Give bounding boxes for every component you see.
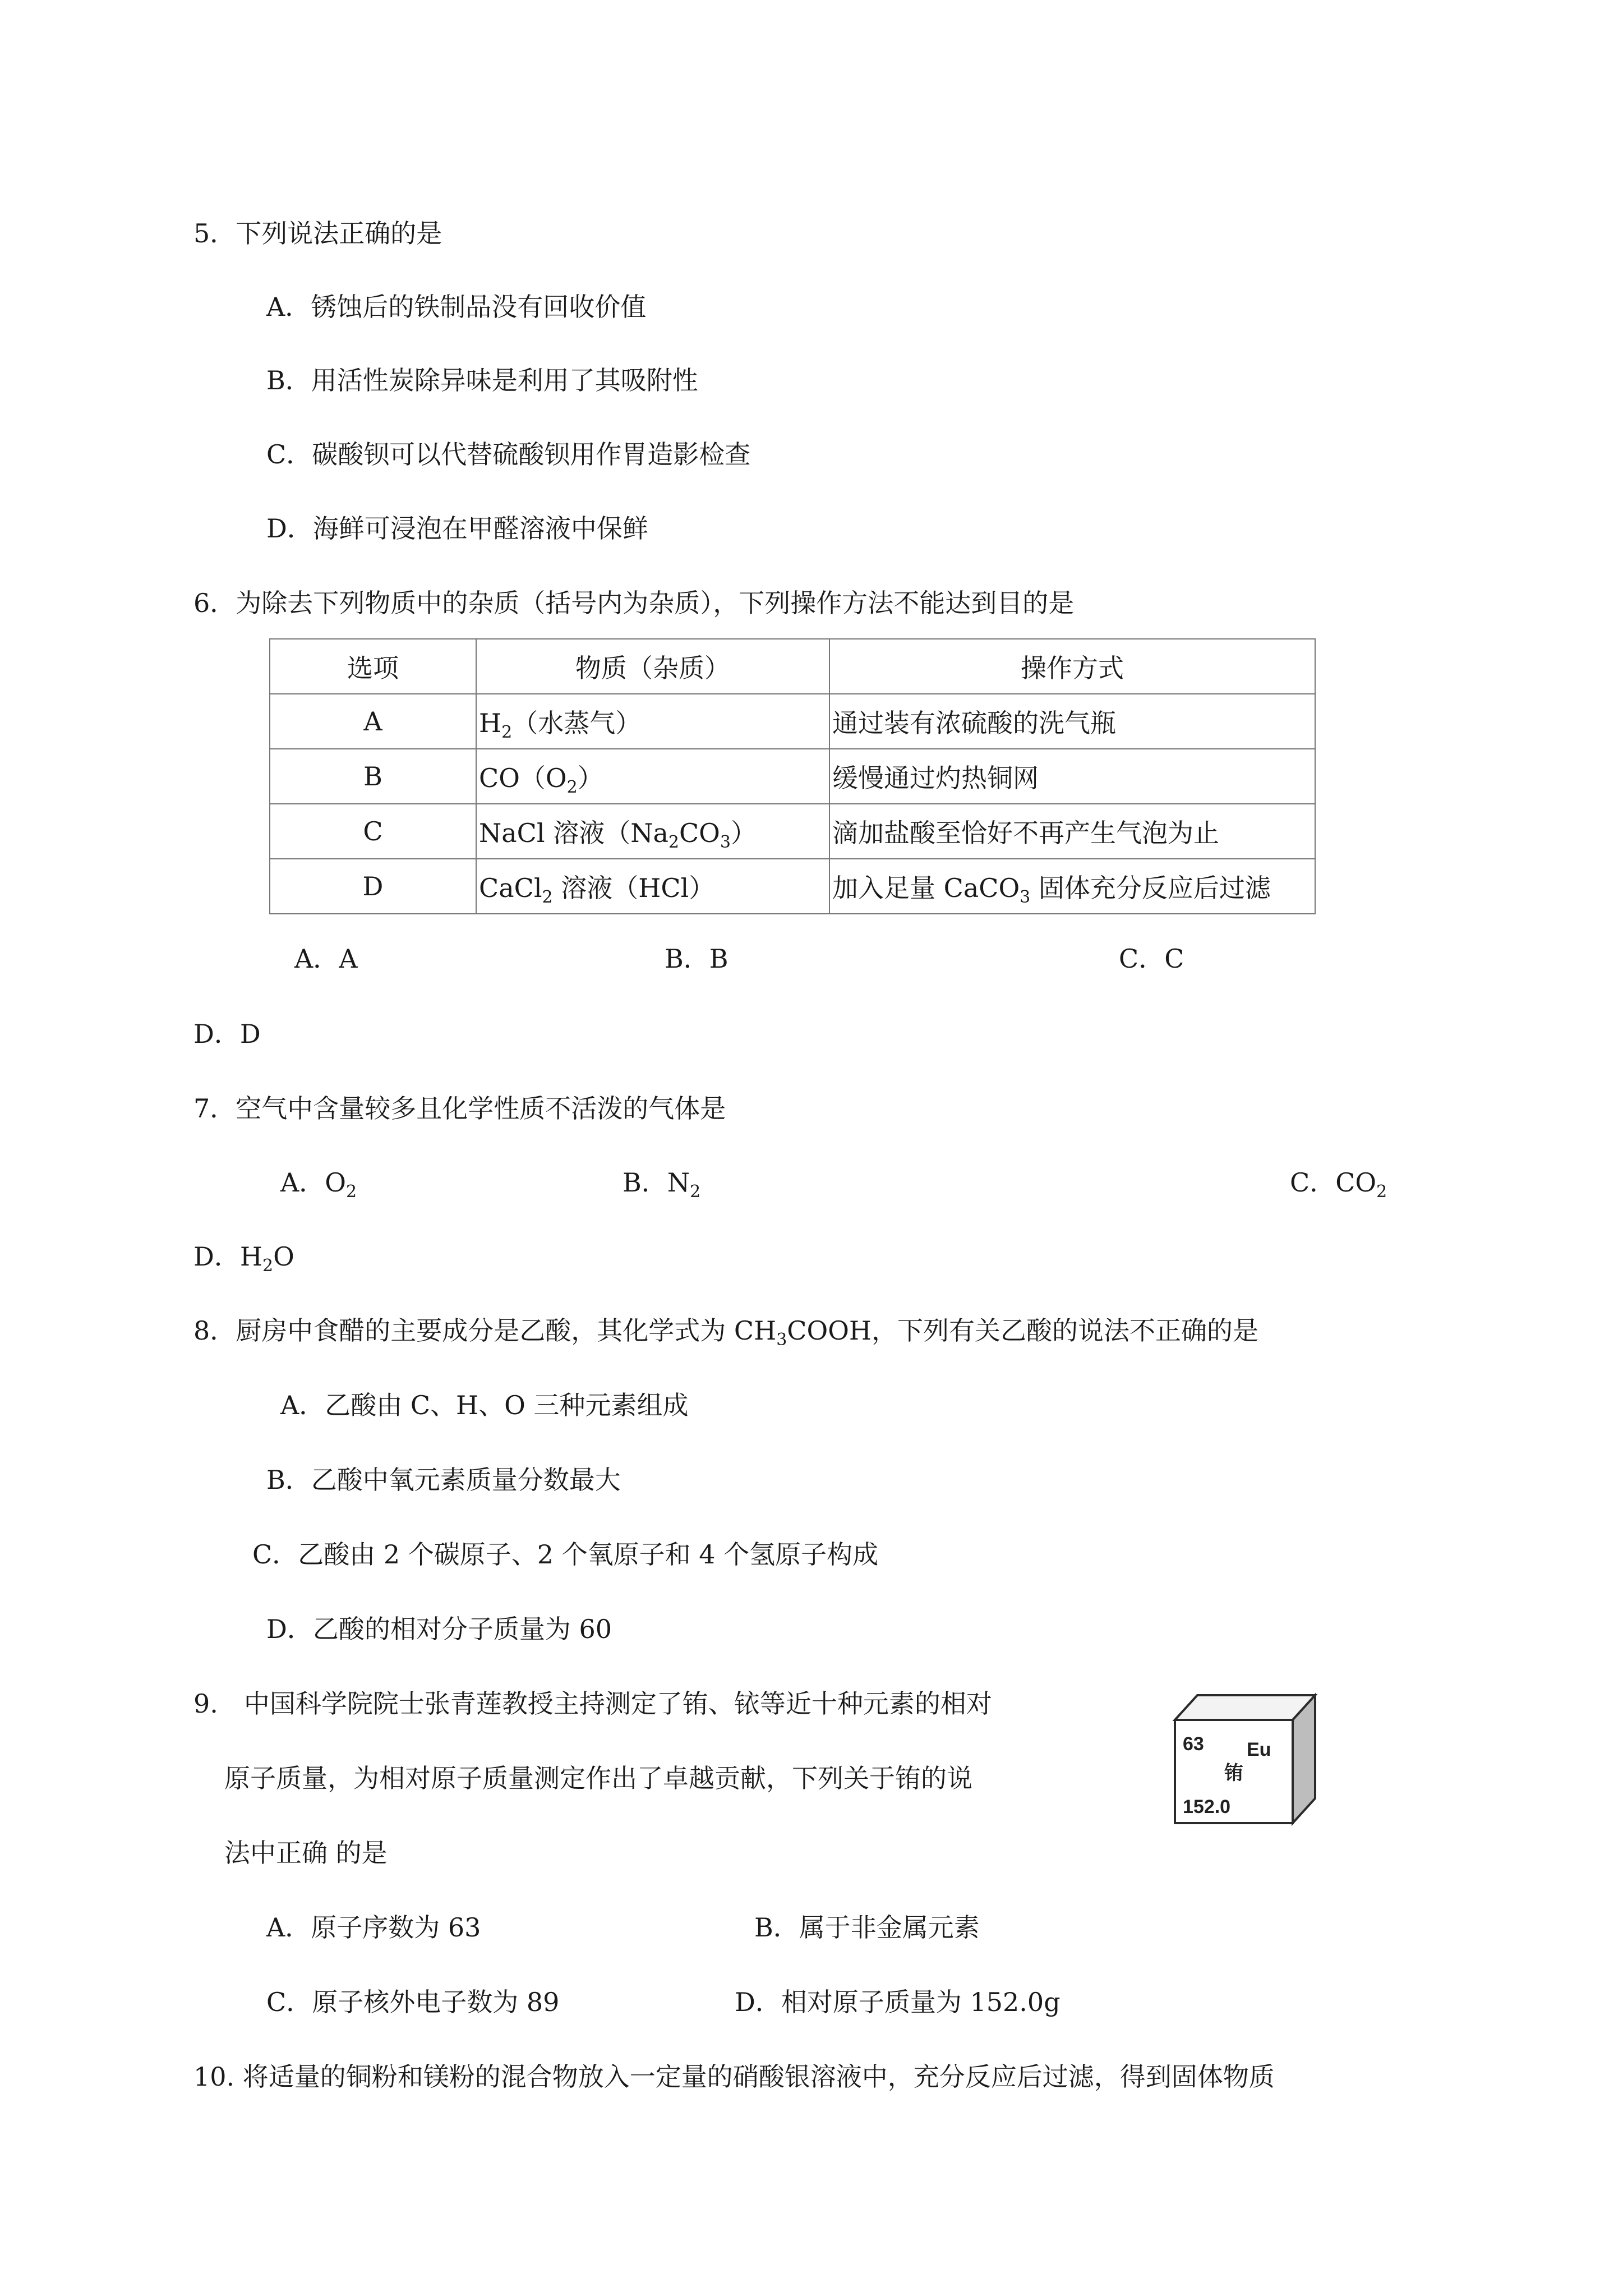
method-text: 固体充分反应后过滤 — [1030, 873, 1271, 903]
subscript: 3 — [1020, 887, 1031, 907]
subscript: 2 — [345, 1182, 357, 1202]
subscript: 2 — [1376, 1182, 1387, 1202]
q9-option-d: D．相对原子质量为 152.0g — [735, 1987, 1061, 2017]
subscript: 2 — [501, 723, 513, 742]
q9-option-c: C．原子核外电子数为 89 — [266, 1987, 560, 2017]
q6-stem: 6．为除去下列物质中的杂质（括号内为杂质），下列操作方法不能达到目的是 — [193, 588, 1075, 618]
substance-text: CaCl — [479, 873, 542, 903]
q8-stem — [193, 1313, 1258, 1349]
substance-text: 溶液（HCl） — [552, 873, 715, 903]
element-symbol: Eu — [1247, 1739, 1271, 1760]
subscript: 2 — [542, 887, 553, 907]
substance-text: H — [479, 708, 502, 738]
subscript: 3 — [720, 832, 731, 852]
europium-element-cube — [1158, 1688, 1321, 1826]
q9-stem-line-2: 原子质量，为相对原子质量测定作出了卓越贡献，下列关于铕的说 — [224, 1763, 972, 1793]
table-header-row — [270, 639, 1315, 694]
atomic-mass: 152.0 — [1183, 1796, 1231, 1818]
q5-option-c: C．碳酸钡可以代替硫酸钡用作胃造影检查 — [266, 439, 751, 470]
q9-option-b: B．属于非金属元素 — [754, 1912, 980, 1943]
stem-text: COOH，下列有关乙酸的说法不正确的是 — [787, 1315, 1259, 1346]
q7-option-d — [193, 1239, 294, 1274]
substance-text: ） — [731, 818, 757, 848]
row-method: 滴加盐酸至恰好不再产生气泡为止 — [829, 804, 1315, 859]
option-text: A．O — [280, 1167, 346, 1198]
row-method — [829, 859, 1315, 914]
q6-answer-a: A．A — [294, 944, 358, 974]
atomic-number: 63 — [1183, 1733, 1204, 1755]
q5-option-a: A．锈蚀后的铁制品没有回收价值 — [266, 292, 647, 322]
row-option: C — [270, 804, 476, 859]
header-method: 操作方式 — [829, 639, 1315, 694]
q6-answer-c: C．C — [1119, 944, 1184, 974]
option-text: B．N — [623, 1167, 690, 1198]
cube-top-face — [1175, 1695, 1315, 1720]
row-option: B — [270, 749, 476, 804]
substance-text: CO（O — [479, 763, 567, 793]
header-option: 选项 — [270, 639, 476, 694]
row-method: 通过装有浓硫酸的洗气瓶 — [829, 694, 1315, 749]
subscript: 2 — [690, 1182, 701, 1202]
substance-text: ） — [577, 763, 603, 793]
q7-option-a — [280, 1165, 357, 1200]
q5-option-b: B．用活性炭除异味是利用了其吸附性 — [266, 365, 698, 395]
table-row — [270, 804, 1315, 859]
header-substance: 物质（杂质） — [476, 639, 829, 694]
q9-option-a: A．原子序数为 63 — [266, 1912, 481, 1943]
q9-stem-line-1: 9. 中国科学院院士张青莲教授主持测定了铕、铱等近十种元素的相对 — [193, 1688, 992, 1719]
option-text: C．CO — [1290, 1167, 1377, 1198]
option-text: D．H — [193, 1241, 262, 1272]
row-substance — [476, 804, 829, 859]
q5-stem: 5．下列说法正确的是 — [193, 218, 442, 249]
q7-stem: 7．空气中含量较多且化学性质不活泼的气体是 — [193, 1093, 726, 1124]
row-substance — [476, 749, 829, 804]
element-name: 铕 — [1224, 1762, 1243, 1784]
subscript: 2 — [566, 777, 578, 797]
table-row — [270, 694, 1315, 749]
table-row — [270, 859, 1315, 914]
stem-text: 8．厨房中食醋的主要成分是乙酸，其化学式为 CH — [193, 1315, 777, 1346]
row-option: D — [270, 859, 476, 914]
substance-text: （水蒸气） — [512, 708, 642, 738]
option-text: O — [273, 1241, 294, 1272]
q6-answer-b: B．B — [665, 944, 728, 974]
subscript: 2 — [262, 1256, 274, 1276]
row-substance — [476, 859, 829, 914]
q9-stem-line-3: 法中正确 的是 — [224, 1838, 388, 1868]
q8-option-a: A．乙酸由 C、H、O 三种元素组成 — [280, 1390, 689, 1420]
q6-options-table — [269, 638, 1316, 914]
row-option: A — [270, 694, 476, 749]
row-substance — [476, 694, 829, 749]
q8-option-b: B．乙酸中氧元素质量分数最大 — [266, 1465, 621, 1495]
q6-answer-d: D．D — [193, 1019, 261, 1049]
row-method: 缓慢通过灼热铜网 — [829, 749, 1315, 804]
substance-text: CO — [679, 818, 720, 848]
q10-stem: 10. 将适量的铜粉和镁粉的混合物放入一定量的硝酸银溶液中，充分反应后过滤，得到固体物质 — [193, 2062, 1275, 2092]
table-row — [270, 749, 1315, 804]
q8-option-c: C．乙酸由 2 个碳原子、2 个氧原子和 4 个氢原子构成 — [252, 1539, 879, 1570]
q7-option-c — [1290, 1165, 1387, 1200]
q7-option-b — [623, 1165, 700, 1200]
subscript: 3 — [776, 1330, 787, 1350]
method-text: 加入足量 CaCO — [832, 873, 1020, 903]
q8-option-d: D．乙酸的相对分子质量为 60 — [266, 1614, 612, 1644]
subscript: 2 — [668, 832, 679, 852]
q5-option-d: D．海鲜可浸泡在甲醛溶液中保鲜 — [266, 513, 648, 544]
substance-text: NaCl 溶液（Na — [479, 818, 668, 848]
